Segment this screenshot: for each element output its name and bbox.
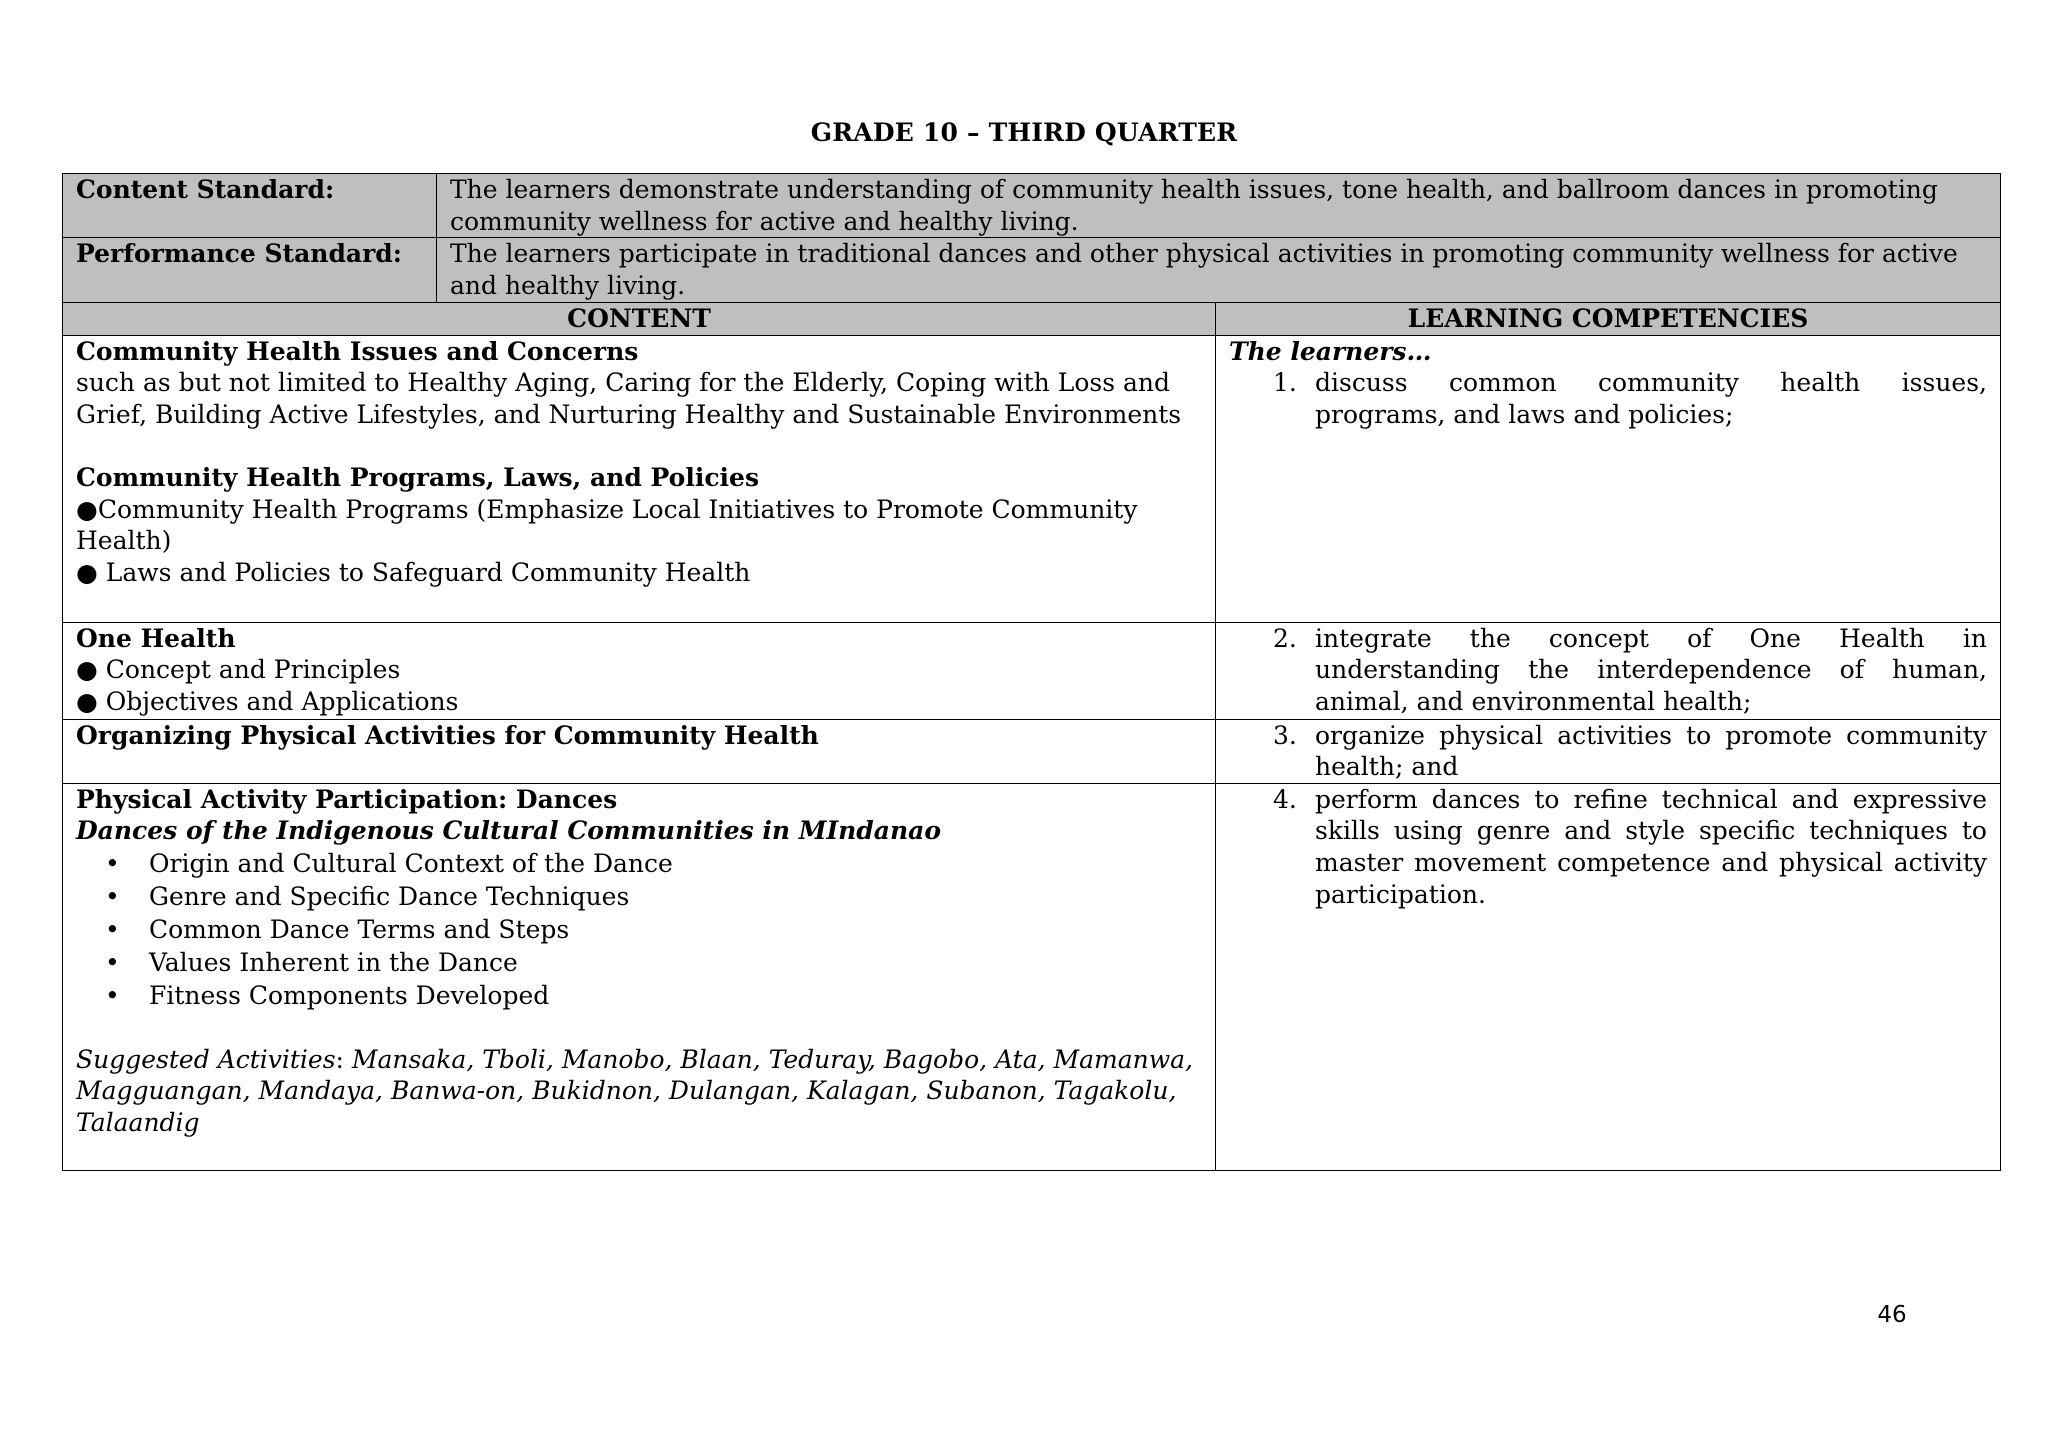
suggested-activities-text: Mansaka, Tboli, Manobo, Blaan, Teduray, Bagobo, Ata, Mamanwa, Magguangan, Mandaya, Banwa-on, Bukidnon, Dulangan, Kalagan, Subanon, Tagakolu, Talaandig (76, 1044, 1193, 1137)
content-bullet: ● Concept and Principles (76, 655, 401, 685)
content-cell (63, 335, 1216, 622)
competency-lead: The learners… (1229, 336, 1432, 366)
table-row (63, 719, 2001, 783)
spacer (76, 1012, 1202, 1044)
content-bullet: ●Community Health Programs (Emphasize Local Initiatives to Promote Community Health) (76, 494, 1138, 556)
content-heading: Organizing Physical Activities for Community Health (76, 720, 819, 750)
competency-item (1229, 784, 1987, 910)
content-cell (63, 783, 1216, 1170)
content-heading: Physical Activity Participation: Dances (76, 784, 618, 814)
competency-cell (1216, 335, 2001, 622)
curriculum-table (62, 302, 2001, 1171)
content-description: such as but not limited to Healthy Aging, Caring for the Elderly, Coping with Loss and Grief, Building Active Lifestyles, and Nurturing Healthy and Sustainable Environments (76, 368, 1182, 429)
content-subheading: Dances of the Indigenous Cultural Communities in MIndanao (76, 816, 942, 846)
content-cell (63, 622, 1216, 719)
competency-number: 4. (1273, 784, 1297, 814)
competency-text: perform dances to refine technical and expressive skills using genre and style specific techniques to master movement competence and physical activity participation. (1315, 784, 1987, 909)
list-item: • Origin and Cultural Context of the Dance (149, 847, 1202, 880)
list-item: • Common Dance Terms and Steps (149, 913, 1202, 946)
competency-cell (1216, 719, 2001, 783)
content-bullet: ● Objectives and Applications (76, 686, 459, 716)
suggested-activities-label: Suggested Activities (76, 1044, 336, 1074)
suggested-activities (76, 1044, 1202, 1139)
competency-text: integrate the concept of One Health in understanding the interdependence of human, animal, and environmental health; (1315, 623, 1987, 716)
content-heading: Community Health Programs, Laws, and Policies (76, 462, 760, 492)
content-heading: One Health (76, 623, 236, 653)
performance-standard-text: The learners participate in traditional dances and other physical activities in promoting community wellness for active and healthy living. (437, 238, 2001, 303)
spacer (76, 430, 1202, 462)
competency-number: 3. (1273, 720, 1297, 750)
content-bullet: ● Laws and Policies to Safeguard Community Health (76, 557, 751, 587)
performance-standard-row (63, 238, 2001, 303)
dance-topics-list (76, 847, 1202, 1012)
competency-item (1229, 367, 1987, 430)
page-title: GRADE 10 – THIRD QUARTER (810, 118, 1238, 147)
standards-table (62, 173, 2001, 303)
content-heading: Community Health Issues and Concerns (76, 336, 639, 366)
table-header-row (63, 303, 2001, 336)
page-number: 46 (1877, 1302, 1907, 1328)
performance-standard-label: Performance Standard: (63, 238, 437, 303)
competency-item (1229, 623, 1987, 718)
content-standard-row (63, 174, 2001, 238)
competency-cell (1216, 622, 2001, 719)
competency-text: organize physical activities to promote community health; and (1315, 720, 1987, 782)
competency-number: 2. (1273, 623, 1297, 653)
competency-text: discuss common community health issues, programs, and laws and policies; (1315, 368, 1987, 429)
content-standard-label: Content Standard: (63, 174, 437, 238)
list-item: • Genre and Specific Dance Techniques (149, 880, 1202, 913)
competencies-column-header: LEARNING COMPETENCIES (1216, 303, 2001, 336)
suggested-activities-colon: : (335, 1044, 352, 1074)
competency-item (1229, 720, 1987, 783)
content-cell (63, 719, 1216, 783)
table-row (63, 783, 2001, 1170)
list-item: • Fitness Components Developed (149, 979, 1202, 1012)
table-row (63, 622, 2001, 719)
content-column-header: CONTENT (63, 303, 1216, 336)
content-standard-text: The learners demonstrate understanding of community health issues, tone health, and ballroom dances in promoting community wellness for active and healthy living. (437, 174, 2001, 238)
table-row (63, 335, 2001, 622)
competency-cell (1216, 783, 2001, 1170)
competency-number: 1. (1273, 368, 1297, 398)
list-item: • Values Inherent in the Dance (149, 946, 1202, 979)
